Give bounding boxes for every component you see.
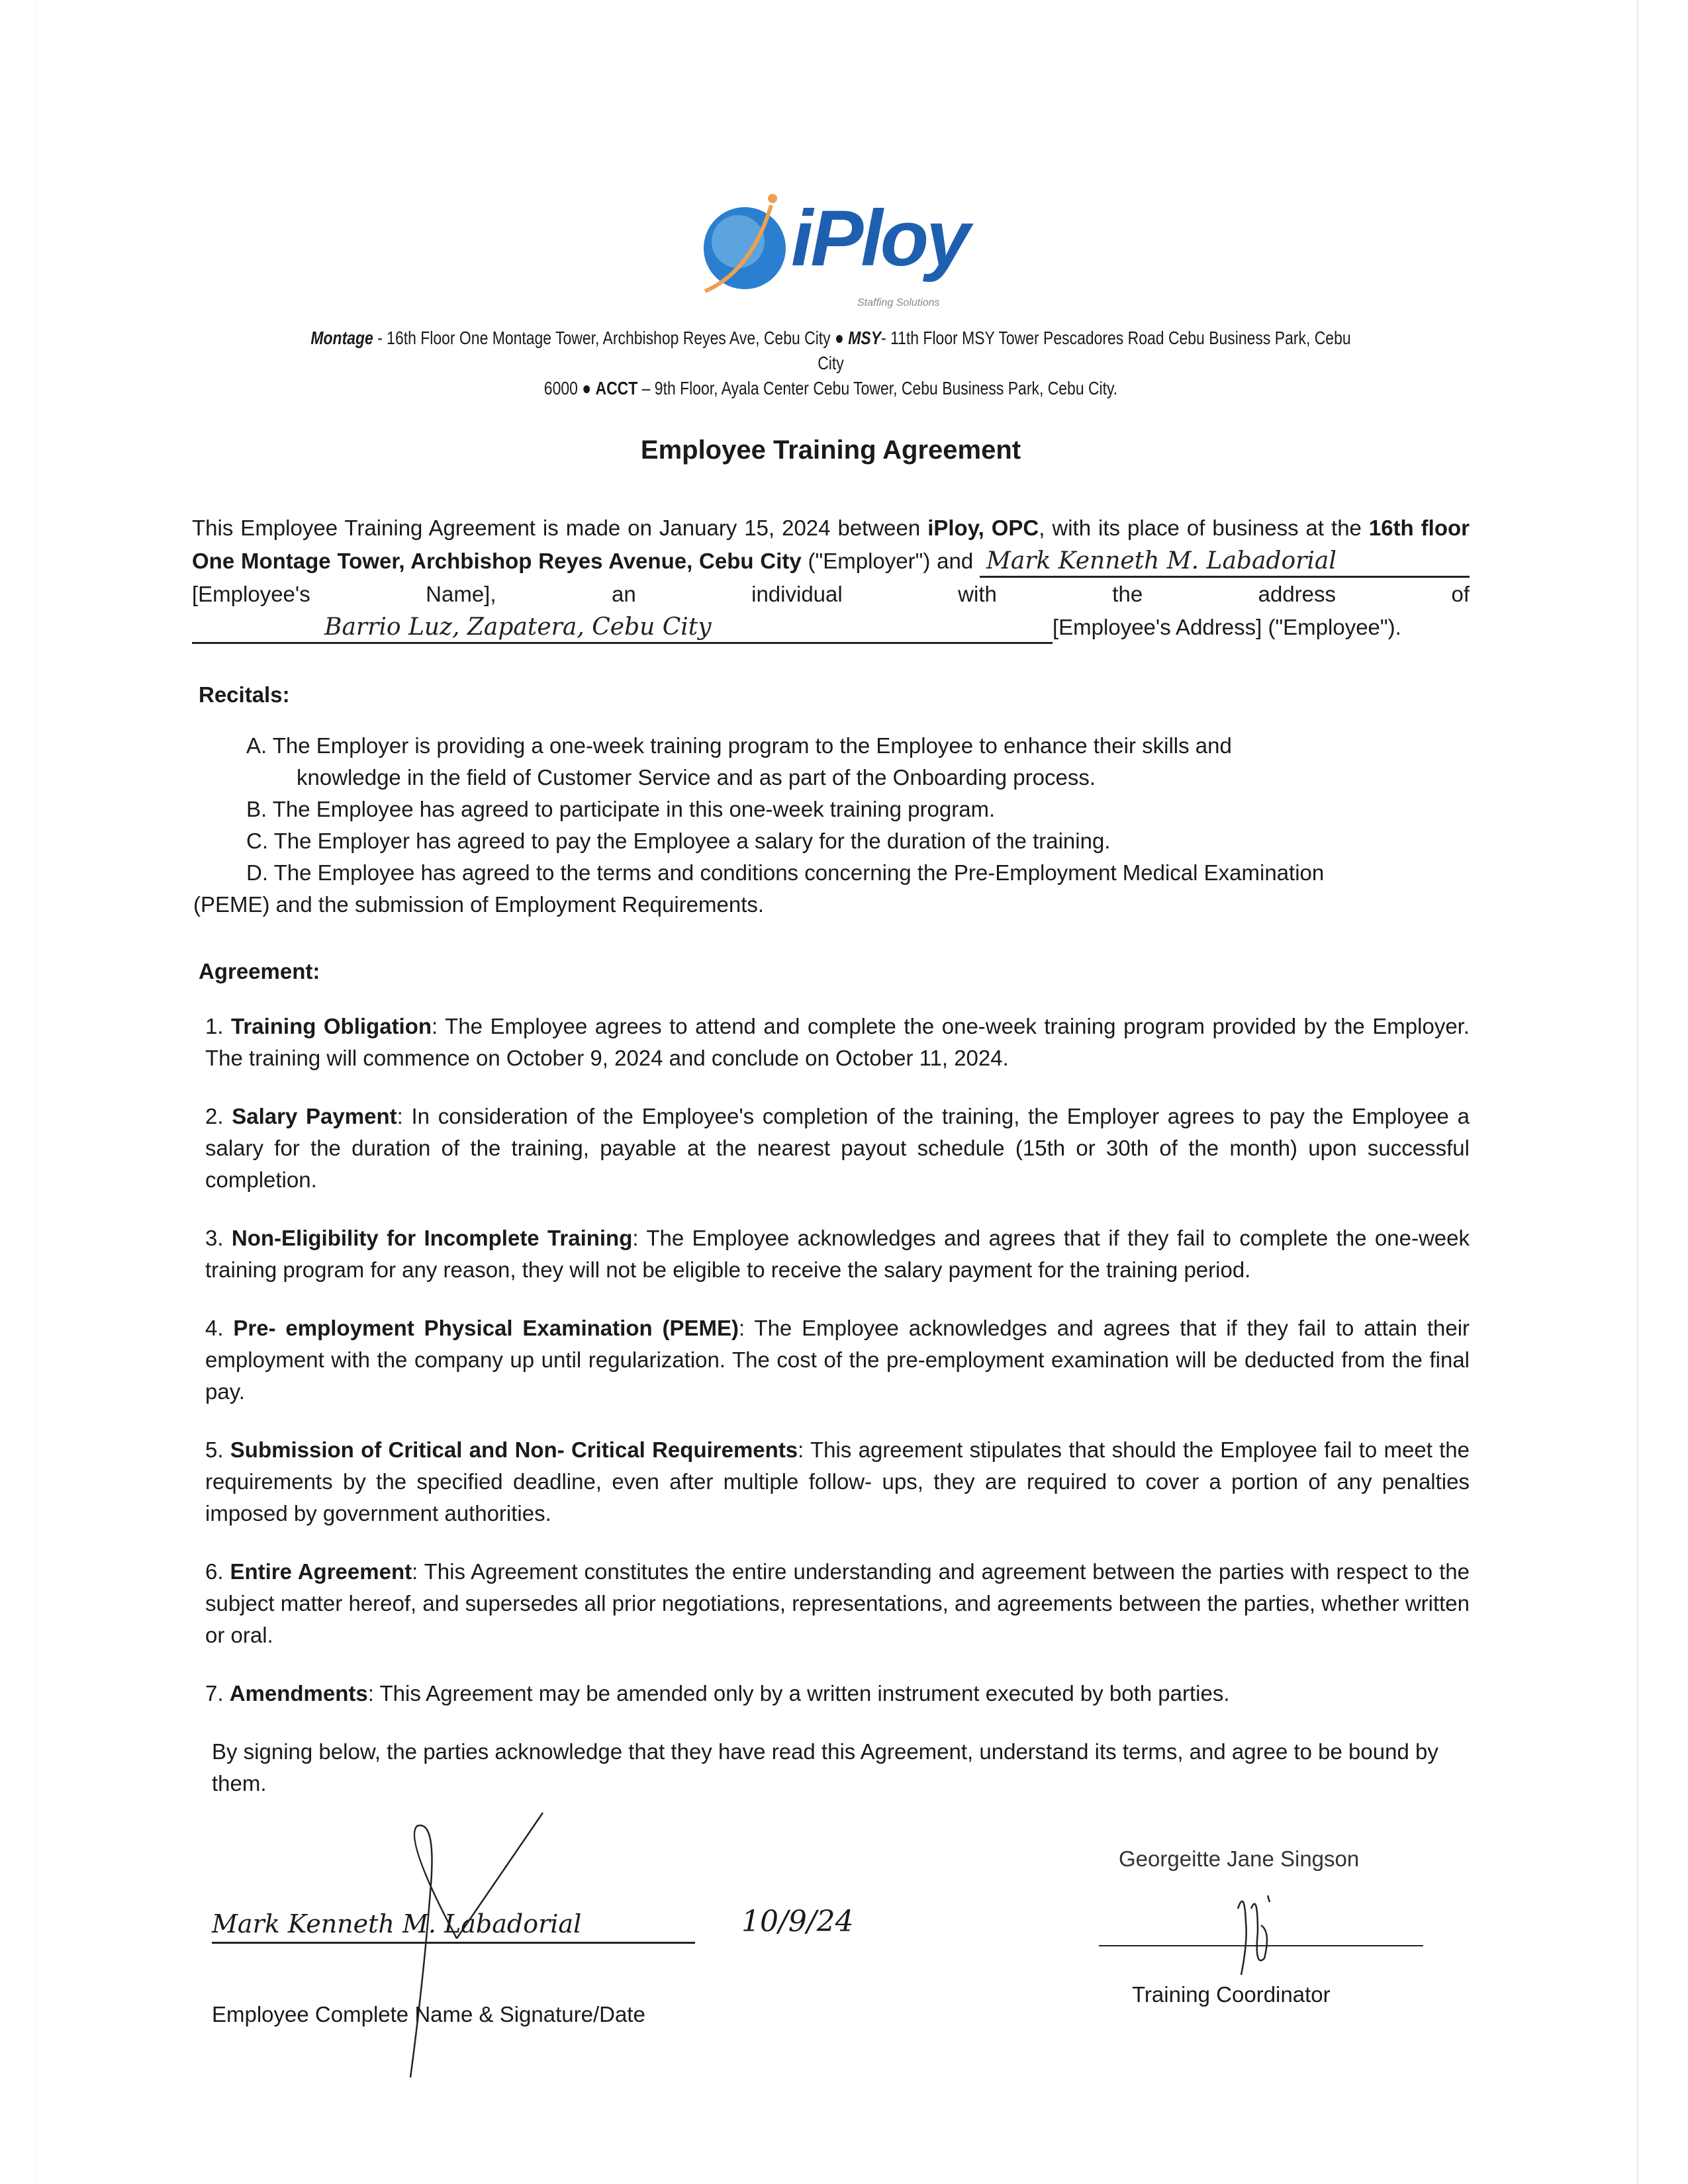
coordinator-signature (1231, 1889, 1284, 1975)
item-title: Amendments (229, 1681, 368, 1706)
intro-text: ("Employer") and (801, 549, 980, 573)
recitals-list (192, 730, 1470, 921)
recital-label: B. (246, 797, 267, 821)
item-text: : This Agreement constitutes the entire understanding and agreement between the parties with respect to the subject matter hereof, and supersedes all prior negotiations, representations, and agreements between the parties, whether written or oral. (205, 1559, 1470, 1647)
employee-handwritten-date: 10/9/24 (741, 1905, 854, 1938)
recital-text: The Employee has agreed to participate in this one-week training program. (272, 797, 996, 821)
addr-text: - 11th Floor MSY Tower Pescadores Road Cebu Business Park, Cebu City (818, 328, 1351, 373)
recital-text: The Employee has agreed to the terms and conditions concerning the Pre-Employment Medical Examination (273, 860, 1325, 885)
agreement-item (205, 1011, 1470, 1074)
agreement-item (205, 1556, 1470, 1651)
item-title: Submission of Critical and Non- Critical Requirements (230, 1437, 798, 1462)
employee-handwritten-name: Mark Kenneth M. Labadorial (212, 1909, 582, 1938)
item-text: : This Agreement may be amended only by a written instrument executed by both parties. (367, 1681, 1230, 1706)
office-addresses (307, 326, 1355, 401)
item-text: : The Employee agrees to attend and complete the one-week training program provided by the Employer. The training will commence on October 9, 2024 and conclude on October 11, 2024. (205, 1014, 1470, 1070)
intro-paragraph (192, 512, 1470, 644)
addr-label: MSY (848, 328, 882, 348)
company-name: iPloy, OPC (927, 516, 1039, 540)
agreement-item (205, 1678, 1470, 1709)
addr-label: ACCT (595, 378, 638, 398)
item-title: Entire Agreement (230, 1559, 412, 1584)
signature-block (192, 1826, 1470, 2124)
recital-item (246, 730, 1470, 794)
globe-icon (692, 192, 798, 304)
agreement-item (205, 1434, 1470, 1529)
recital-item (193, 857, 1470, 921)
intro-text: [Employee's Address] ("Employee"). (1053, 615, 1401, 639)
document-page (192, 192, 1470, 2124)
item-number: 5. (205, 1437, 224, 1462)
agreement-list (192, 1011, 1470, 1709)
employee-name-field: Mark Kenneth M. Labadorial (980, 547, 1470, 578)
logo-text: iPloy (791, 194, 968, 283)
agreement-heading: Agreement: (199, 959, 320, 983)
recital-label: D. (246, 860, 268, 885)
intro-text: , with its place of business at the (1039, 516, 1369, 540)
logo-tagline: Staffing Solutions (857, 297, 940, 308)
recital-text: The Employer has agreed to pay the Employee a salary for the duration of the training. (273, 829, 1111, 853)
recital-text: The Employer is providing a one-week training program to the Employee to enhance their skills and (272, 733, 1232, 758)
company-logo (692, 192, 970, 318)
intro-text: [Employee's Name], an individual with the address of (192, 582, 1470, 606)
addr-label: Montage (310, 328, 373, 348)
addr-text: - 16th Floor One Montage Tower, Archbishop Reyes Ave, Cebu City ● (373, 328, 849, 348)
company-address: 16th floor One Montage Tower, Archbishop Reyes Avenue, Cebu City (192, 516, 1470, 573)
addr-text: 6000 ● (543, 378, 596, 398)
item-number: 1. (205, 1014, 224, 1038)
scan-edge (1637, 0, 1638, 2184)
recital-item (246, 825, 1470, 857)
scan-edge (36, 0, 37, 2184)
recitals-heading: Recitals: (199, 682, 290, 707)
page-title: Employee Training Agreement (640, 435, 1021, 465)
agreement-item (205, 1312, 1470, 1408)
item-text: : The Employee acknowledges and agrees that if they fail to complete the one-week training program for any reason, they will not be eligible to receive the salary payment for the training period. (205, 1226, 1470, 1282)
item-number: 3. (205, 1226, 224, 1250)
item-title: Pre- employment Physical Examination (PEME) (233, 1316, 739, 1340)
item-text: : The Employee acknowledges and agrees that if they fail to attain their employment with the company up until regularization. The cost of the pre-employment examination will be deducted from the final pay. (205, 1316, 1470, 1404)
addr-text: – 9th Floor, Ayala Center Cebu Tower, Cebu Business Park, Cebu City. (637, 378, 1118, 398)
employee-address-field: Barrio Luz, Zapatera, Cebu City (192, 613, 1053, 644)
item-title: Non-Eligibility for Incomplete Training (231, 1226, 633, 1250)
intro-text: This Employee Training Agreement is made on January 15, 2024 between (192, 516, 928, 540)
employee-signature (391, 1813, 589, 2091)
item-number: 7. (205, 1681, 224, 1706)
item-title: Training Obligation (231, 1014, 432, 1038)
recital-text: (PEME) and the submission of Employment Requirements. (193, 892, 765, 917)
item-number: 2. (205, 1104, 224, 1128)
item-text: : In consideration of the Employee's completion of the training, the Employer agrees to pay the Employee a salary for the duration of the training, payable at the nearest payout schedule (15th or 30th of the month) upon successful completion. (205, 1104, 1470, 1192)
agreement-item (205, 1222, 1470, 1286)
coordinator-name: Georgeitte Jane Singson (1119, 1846, 1360, 1871)
item-title: Salary Payment (232, 1104, 397, 1128)
coordinator-label: Training Coordinator (1132, 1982, 1331, 2007)
item-text: : This agreement stipulates that should the Employee fail to meet the requirements by the specified deadline, even after multiple follow- ups, they are required to cover a portion of any penalties imposed by government authorities. (205, 1437, 1470, 1525)
item-number: 4. (205, 1316, 224, 1340)
employee-signature-label: Employee Complete Name & Signature/Date (212, 2002, 645, 2026)
agreement-item (205, 1101, 1470, 1196)
closing-statement: By signing below, the parties acknowledge that they have read this Agreement, understand its terms, and agree to be bound by them. (212, 1739, 1438, 1796)
recital-label: A. (246, 733, 267, 758)
recital-label: C. (246, 829, 268, 853)
recital-item (246, 794, 1470, 825)
item-number: 6. (205, 1559, 224, 1584)
recital-text: knowledge in the field of Customer Service and as part of the Onboarding process. (297, 765, 1096, 790)
